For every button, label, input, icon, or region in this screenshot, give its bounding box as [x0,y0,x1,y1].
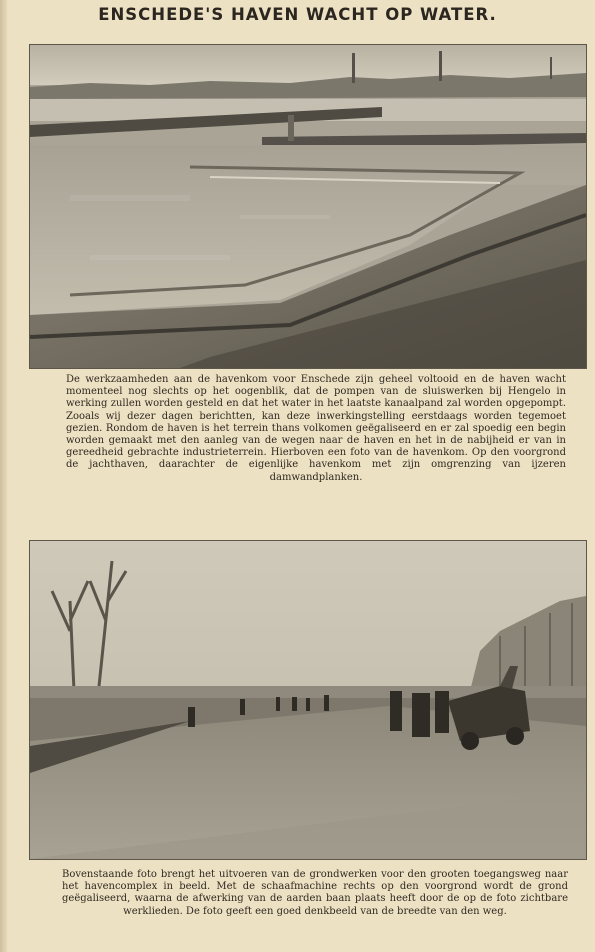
access-road-photo [29,540,587,860]
photo-caption-top: De werkzaamheden aan de havenkom voor Enschede zijn geheel voltooid en de haven wacht momenteel nog slechts op het oogenblik, dat de pompen van de sluiswerken bij Hengelo in werking zullen worden gesteld en dat het water in het laatste kanaalpand zal worden opgepompt. Zooals wij dezer dagen berichtten, kan deze inwerkingstelling eerstdaags worden tegemoet gezien. Rondom de haven is het terrein thans volkomen geëgaliseerd en er zal spoedig een begin worden gemaakt met den aanleg van de wegen naar de haven en het in de nabijheid er van in gereedheid gebrachte industrieterrein. Hierboven een foto van de havenkom. Op den voorgrond de jachthaven, daarachter de eigenlijke havenkom met zijn omgrenzing van ijzeren damwandplanken. [66,374,566,483]
page-edge [0,0,7,952]
harbour-basin-photo [29,44,587,369]
article-headline: ENSCHEDE'S HAVEN WACHT OP WATER. [98,5,497,24]
photo-caption-bottom: Bovenstaande foto brengt het uitvoeren van de grondwerken voor den grooten toegangsweg naar het havencomplex in beeld. Met de schaafmachine rechts op den voorgrond wordt de grond geëgaliseerd, waarna de afwerking van de aarden baan plaats heeft door de op de foto zichtbare werklieden. De foto geeft een goed denkbeeld van de breedte van den weg. [62,869,568,917]
